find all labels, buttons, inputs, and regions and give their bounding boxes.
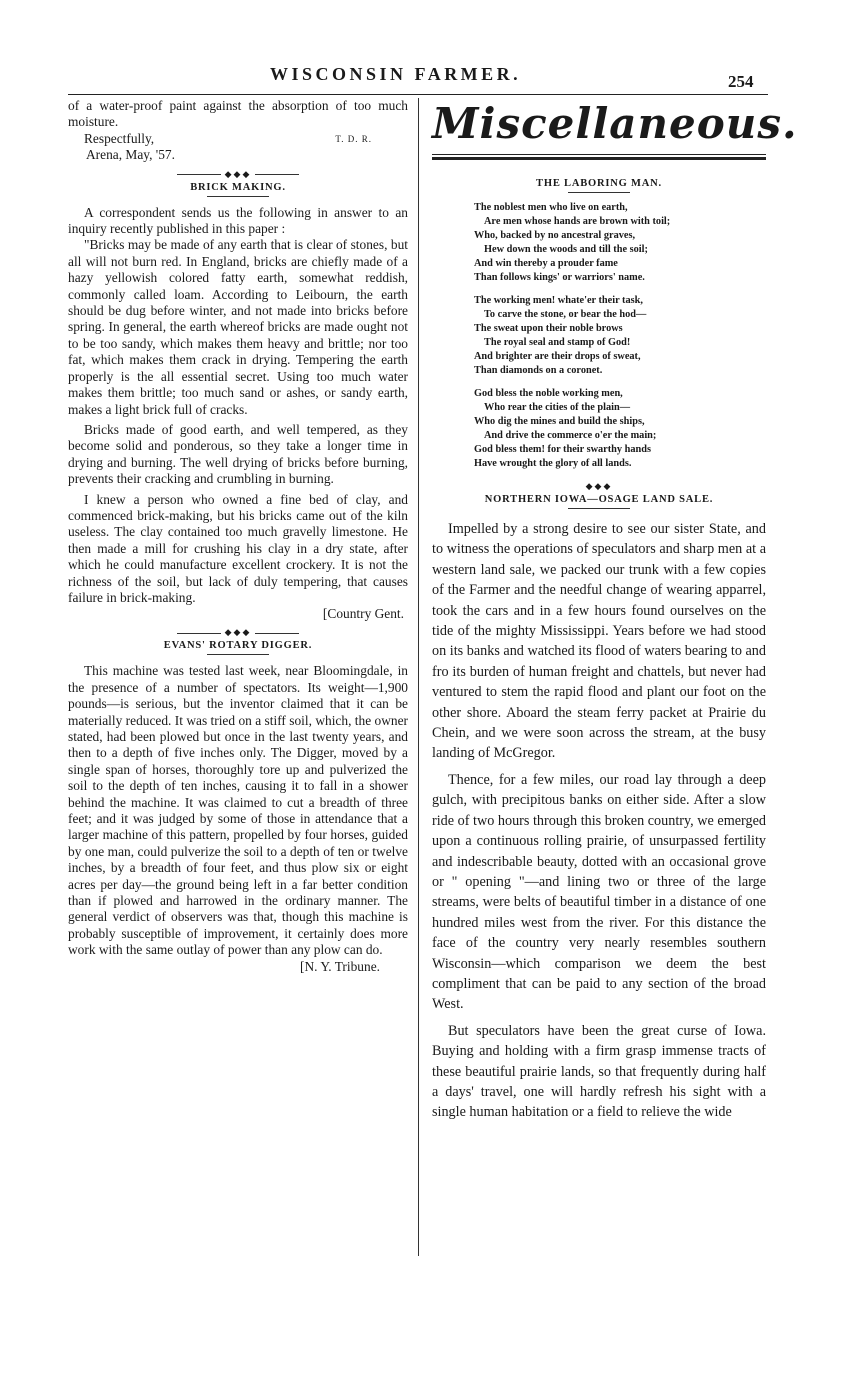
- poem: [474, 201, 766, 471]
- poem-line: God bless them! for their swarthy hands: [474, 444, 651, 455]
- letter-initials: T. D. R.: [335, 133, 372, 144]
- article-paragraph: Impelled by a strong desire to see our sister State, and to witness the operations of speculators and sharp men at a western land sale, we packed our trunk with a few copies of the Farmer and the needful change of wearing apparrel, took the cars and in a few hours found ourselves on the tide of the mighty Mississippi. Years before we had stood on its banks and watched its flood of waters bearing to and fro its burden of human freight and chattels, but never had ventured to stem the rapid flood and plant our foot on the other shore. Aboard the steam ferry packet at Prairie du Chein, and we were soon across the stream, at the busy landing of McGregor.: [432, 521, 766, 762]
- heading-underline: [568, 508, 630, 509]
- poem-stanza: [474, 201, 766, 285]
- poem-heading: THE LABORING MAN.: [536, 178, 662, 189]
- article-heading-rotary-digger: EVANS' ROTARY DIGGER.: [163, 640, 313, 652]
- heading-underline: [207, 196, 269, 197]
- column-rule: [418, 98, 419, 1256]
- page-number: 254: [728, 72, 754, 91]
- heading-underline: [207, 654, 269, 655]
- letter-signature: [68, 131, 408, 147]
- poem-line: Who rear the cities of the plain—: [484, 402, 631, 413]
- letter-ending: of a water-proof paint against the absorption of too much moisture.: [68, 98, 408, 130]
- header-rule: [68, 94, 768, 95]
- section-ornament: ◆◆◆: [585, 481, 613, 491]
- article-paragraph: Bricks made of good earth, and well tempered, as they become solid and ponderous, so they take a longer time in drying and burning. The well drying of bricks before burning, prevents their cracking and crumbling in burning.: [68, 421, 408, 487]
- section-title: Miscellaneous.: [432, 99, 798, 148]
- article-credit-line: [68, 959, 408, 975]
- section-ornament: ◆◆◆: [68, 168, 408, 180]
- article-paragraph: This machine was tested last week, near Bloomingdale, in the presence of a number of spectators. Its weight—1,900 pounds—is serious, but the inventor claimed that it can be materially reduced. It was tried on a stiff soil, which, the owner stated, had been plowed but once in the last twenty years, and then to a depth of five inches only. The Digger, moved by a single span of horses, thoroughly tore up and pulverized the soil to the depth of ten inches, causing it to fall in a shower behind the machine. It was claimed to cut a breadth of three feet; and it was judged by some of those in attendance that a larger machine of this pattern, propelled by four horses, guided by one man, could pulverize the soil to a depth of ten or twelve inches, by a breadth of four feet, and thus plow six or eight acres per day—the ground being left in a far better condition than if plowed and harrowed in the ordinary manner. The general verdict of observers was that, though this machine is probably susceptible of improvement, it certainly does more work with the same outlay of power than any plow can do.: [68, 663, 408, 958]
- poem-stanza: [474, 387, 766, 471]
- letter-dateline: Arena, May, '57.: [86, 147, 175, 163]
- article-credit: [N. Y. Tribune.: [300, 958, 380, 974]
- poem-line: The royal seal and stamp of God!: [484, 337, 631, 348]
- poem-line: Are men whose hands are brown with toil;: [484, 216, 671, 227]
- poem-line: And win thereby a prouder fame: [474, 258, 618, 269]
- poem-line: Than follows kings' or warriors' name.: [474, 272, 645, 283]
- article-paragraph: A correspondent sends us the following in answer to an inquiry recently published in this paper :: [68, 204, 408, 237]
- poem-line: Who, backed by no ancestral graves,: [474, 230, 636, 241]
- article-credit: [Country Gent.: [322, 606, 404, 622]
- article-paragraph: I knew a person who owned a fine bed of clay, and commenced brick-making, but his bricks came out of the kiln useless. The clay contained too much gravelly limestone. He then made a mill for crushing his clay in a dry state, after which he could manufacture excellent crockery. It is not the richness of the soil, but lack of duly tempering, that causes failure in brick-making.: [68, 491, 408, 605]
- article-paragraph: But speculators have been the great curse of Iowa. Buying and holding with a firm grasp immense tracts of these beautiful prairie lands, so that frequently during half a days' travel, one will hardly refresh his sight with a single human habitation or a field to relieve the wide: [432, 1022, 766, 1121]
- poem-line: The noblest men who live on earth,: [474, 202, 628, 213]
- poem-line: To carve the stone, or bear the hod—: [484, 309, 647, 320]
- article-heading-brick-making: BRICK MAKING.: [190, 181, 286, 193]
- left-column: [68, 98, 408, 975]
- article-paragraph: "Bricks may be made of any earth that is clear of stones, but all will not burn red. In England, bricks are chiefly made of a hazy yellowish colored fatty earth, somewhat reddish, commonly called loam. According to Leibourn, the earth should be dug before winter, and not made into bricks before spring. In general, the earth whereof bricks are made ought not to be too sandy, which makes them heavy and brittle; nor too fat, which makes them crack in drying. Tempering the earth properly is the all essential secret. Using too much water makes them brittle; too much sand or ashes, or sandy earth, makes a light brick full of cracks.: [68, 237, 408, 417]
- poem-line: The sweat upon their noble brows: [474, 323, 623, 334]
- section-ornament: ◆◆◆: [68, 626, 408, 638]
- letter-closing: Respectfully,: [84, 130, 155, 146]
- heading-underline: [568, 192, 630, 193]
- poem-line: And drive the commerce o'er the main;: [484, 430, 657, 441]
- poem-line: The working men! whate'er their task,: [474, 295, 643, 306]
- running-head: WISCONSIN FARMER.: [270, 64, 522, 84]
- article-heading-land-sale: NORTHERN IOWA—OSAGE LAND SALE.: [484, 494, 714, 505]
- poem-line: Have wrought the glory of all lands.: [474, 458, 632, 469]
- poem-line: God bless the noble working men,: [474, 388, 623, 399]
- poem-stanza: [474, 294, 766, 378]
- poem-line: Than diamonds on a coronet.: [474, 365, 603, 376]
- article-credit-line: [68, 606, 408, 622]
- poem-line: And brighter are their drops of sweat,: [474, 351, 641, 362]
- article-paragraph: Thence, for a few miles, our road lay through a deep gulch, with precipitous banks on either side. After a slow ride of two hours through this broken country, we emerged upon a continuous rolling prairie, of unsurpassed fertility and indescribable beauty, dotted with an occasional grove or " opening "—and lining two or three of the large streams, were belts of beautiful timber in a distance of one hundred miles west from the river. For this distance the face of the country very nearly resembles southern Wisconsin—which comparison we deem the best compliment that can be paid to any section of the broad West.: [432, 771, 766, 1013]
- section-double-rule: [432, 154, 766, 160]
- poem-line: Hew down the woods and till the soil;: [484, 244, 648, 255]
- poem-line: Who dig the mines and build the ships,: [474, 416, 645, 427]
- right-column: [432, 98, 798, 1123]
